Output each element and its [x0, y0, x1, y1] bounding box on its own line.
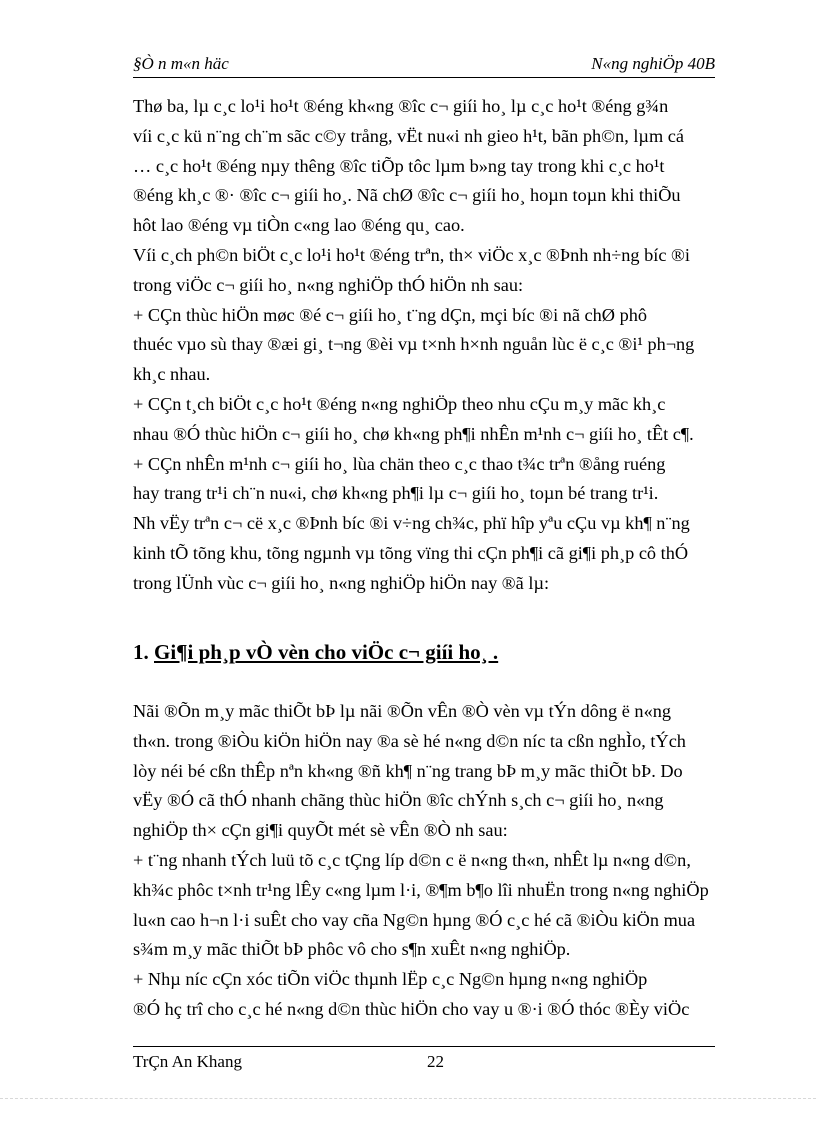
header-class: N«ng nghiÖp 40B	[591, 54, 715, 73]
footer-author: TrÇn An Khang	[133, 1052, 242, 1071]
text-line: kh¸c nhau.	[133, 364, 211, 385]
section-number: 1.	[133, 640, 154, 664]
section-title: Gi¶i ph¸p vÒ vèn cho viÖc c¬ giíi ho¸ .	[154, 640, 499, 664]
text-line: hôt lao ®éng vµ tiÒn c«ng lao ®éng qu¸ cao.	[133, 215, 465, 236]
body-text-2	[133, 697, 721, 1025]
text-line: kh¾c phôc t×nh tr¹ng lÊy c«ng lµm l·i, ®¶m b¶o lîi nhuËn trong n«ng nghiÖp	[133, 879, 709, 900]
page-header	[133, 55, 715, 78]
text-line: Thø ba, lµ c¸c lo¹i ho¹t ®éng kh«ng ®îc c¬ giíi ho¸ lµ c¸c ho¹t ®éng g¾n	[133, 96, 669, 116]
page-footer	[133, 1046, 715, 1077]
text-line: Nãi ®Õn m¸y mãc thiÕt bÞ lµ nãi ®Õn vÊn ®Ò vèn vµ tÝn dông ë n«ng	[133, 701, 671, 721]
text-line: + t¨ng nhanh tÝch luü tõ c¸c tÇng líp d©n c ë n«ng th«n, nhÊt lµ n«ng d©n,	[133, 849, 691, 870]
body-text	[133, 92, 721, 599]
text-line: trong lÜnh vùc c¬ giíi ho¸ n«ng nghiÖp hiÖn nay ®ã lµ:	[133, 572, 550, 593]
text-line: vËy ®Ó cã thÓ nhanh chãng thùc hiÖn ®îc chÝnh s¸ch c¬ giíi ho¸ n«ng	[133, 790, 664, 811]
text-line: s¾m m¸y mãc thiÕt bÞ phôc vô cho s¶n xuÊt n«ng nghiÖp.	[133, 939, 571, 960]
paragraph-block	[133, 92, 721, 599]
text-line: … c¸c ho¹t ®éng nµy thêng ®îc tiÕp tôc lµm b»ng tay trong khi c¸c ho¹t	[133, 155, 665, 176]
page-bottom-divider	[0, 1098, 816, 1099]
text-line: thuéc vµo sù thay ®æi gi¸ t¬ng ®èi vµ t×nh h×nh nguån lùc ë c¸c ®i¹ ph¬ng	[133, 334, 695, 355]
text-line: + CÇn t¸ch biÖt c¸c ho¹t ®éng n«ng nghiÖp theo nhu cÇu m¸y mãc kh¸c	[133, 393, 666, 414]
text-line: nhau ®Ó thùc hiÖn c¬ giíi ho¸ chø kh«ng ph¶i nhÊn m¹nh c¬ giíi ho¸ tÊt c¶.	[133, 423, 694, 444]
text-line: nghiÖp th× cÇn gi¶i quyÕt mét sè vÊn ®Ò nh sau:	[133, 820, 508, 841]
section-heading	[133, 640, 498, 664]
text-line: kinh tÕ tõng khu, tõng ngµnh vµ tõng vïng thi cÇn ph¶i cã gi¶i ph¸p cô thÓ	[133, 542, 689, 563]
text-line: ®Ó hç trî cho c¸c hé n«ng d©n thùc hiÖn cho vay u ®·i ®Ó thóc ®Èy viÖc	[133, 998, 690, 1019]
text-line: ®éng kh¸c ®· ®îc c¬ giíi ho¸. Nã chØ ®îc c¬ giíi ho¸ hoµn toµn khi thiÕu	[133, 185, 681, 206]
text-line: lòy néi bé cßn thÊp nªn kh«ng ®ñ kh¶ n¨ng trang bÞ m¸y mãc thiÕt bÞ. Do	[133, 760, 683, 781]
text-line: th«n. trong ®iÒu kiÖn hiÖn nay ®a sè hé n«ng d©n níc ta cßn nghÌo, tÝch	[133, 730, 686, 751]
text-line: + CÇn nhÊn m¹nh c¬ giíi ho¸ lùa chän theo c¸c thao t¾c trªn ®ång ruéng	[133, 453, 666, 474]
text-line: hay trang tr¹i ch¨n nu«i, chø kh«ng ph¶i lµ c¬ giíi ho¸ toµn bé trang tr¹i.	[133, 483, 659, 504]
paragraph-block-2	[133, 697, 721, 1025]
text-line: lu«n cao h¬n l·i suÊt cho vay cña Ng©n hµng ®Ó c¸c hé cã ®iÒu kiÖn mua	[133, 909, 696, 930]
text-line: + Nhµ níc cÇn xóc tiÕn viÖc thµnh lËp c¸c Ng©n hµng n«ng nghiÖp	[133, 969, 648, 990]
text-line: víi c¸c kü n¨ng ch¨m sãc c©y trång, vËt nu«i nh gieo h¹t, bãn ph©n, lµm cá	[133, 125, 684, 146]
header-subject: §Ò n m«n häc	[133, 54, 229, 73]
text-line: trong viÖc c¬ giíi ho¸ n«ng nghiÖp thÓ hiÖn nh sau:	[133, 274, 524, 295]
page-number: 22	[427, 1052, 444, 1071]
text-line: + CÇn thùc hiÖn møc ®é c¬ giíi ho¸ t¨ng dÇn, mçi bíc ®i nã chØ phô	[133, 304, 647, 325]
text-line: Víi c¸ch ph©n biÖt c¸c lo¹i ho¹t ®éng trªn, th× viÖc x¸c ®Þnh nh÷ng bíc ®i	[133, 244, 690, 265]
text-line: Nh vËy trªn c¬ cë x¸c ®Þnh bíc ®i v÷ng ch¾c, phï hîp yªu cÇu vµ kh¶ n¨ng	[133, 513, 690, 534]
